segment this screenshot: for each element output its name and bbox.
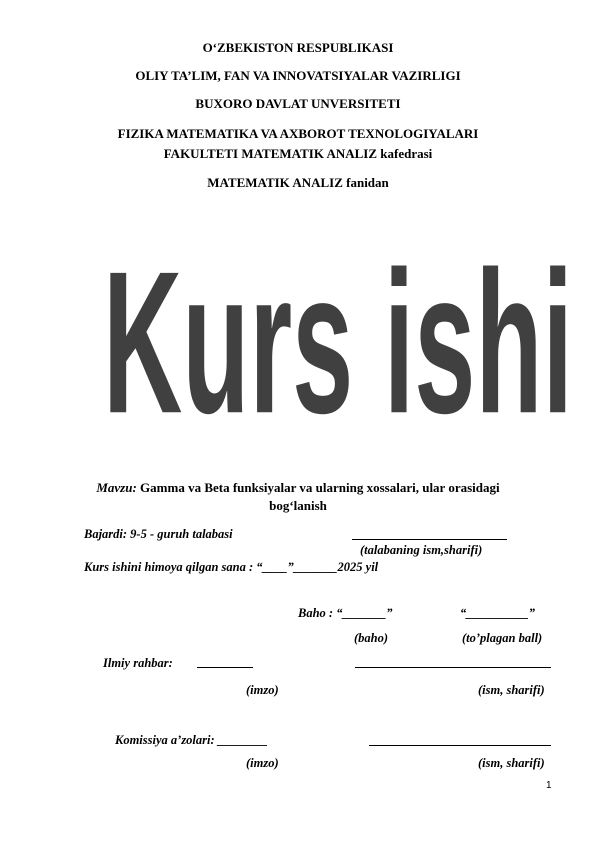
ministry-title: OLIY TA’LIM, FAN VA INNOVATSIYALAR VAZIRLIGI: [135, 68, 461, 83]
commission-label: Komissiya a’zolari: ________: [115, 733, 268, 747]
page-number: 1: [546, 780, 552, 791]
topic-line1: [0, 480, 596, 496]
wordart-text: Kurs ishi: [102, 229, 573, 456]
topic-text-line2: bog‘lanish: [269, 498, 327, 513]
faculty-title-line1: FIZIKA MATEMATIKA VA AXBOROT TEXNOLOGIYALARI: [117, 126, 479, 141]
score-caption: (to’plagan ball): [462, 631, 543, 645]
topic-text-line1: Gamma va Beta funksiyalar va ularning xossalari, ular orasidagi: [140, 480, 500, 495]
commission-name-caption: (ism, sharifi): [478, 756, 545, 770]
student-name-field[interactable]: [352, 539, 507, 540]
supervisor-label: Ilmiy rahbar:: [103, 656, 173, 670]
supervisor-signature-caption: (imzo): [246, 683, 279, 697]
student-label: Bajardi: 9-5 - guruh talabasi: [84, 527, 233, 541]
grade-label: Baho : “_______”: [298, 606, 393, 620]
defense-date-label: Kurs ishini himoya qilgan sana : “____”_______2025 yil: [84, 560, 379, 574]
subject-title: MATEMATIK ANALIZ fanidan: [207, 175, 389, 190]
student-caption: (talabaning ism,sharifi): [360, 543, 483, 557]
faculty-title-line2: FAKULTETI MATEMATIK ANALIZ kafedrasi: [163, 146, 433, 161]
commission-signature-caption: (imzo): [246, 756, 279, 770]
commission-name-field[interactable]: [369, 745, 551, 746]
supervisor-name-field[interactable]: [355, 667, 551, 668]
supervisor-name-caption: (ism, sharifi): [478, 683, 545, 697]
score-field: “__________”: [460, 606, 535, 620]
grade-caption: (baho): [354, 631, 389, 645]
supervisor-signature-field[interactable]: [197, 667, 253, 668]
topic-label: Mavzu:: [96, 480, 137, 495]
republic-title: O‘ZBEKISTON RESPUBLIKASI: [202, 40, 394, 55]
university-title: BUXORO DAVLAT UNVERSITETI: [195, 96, 401, 111]
